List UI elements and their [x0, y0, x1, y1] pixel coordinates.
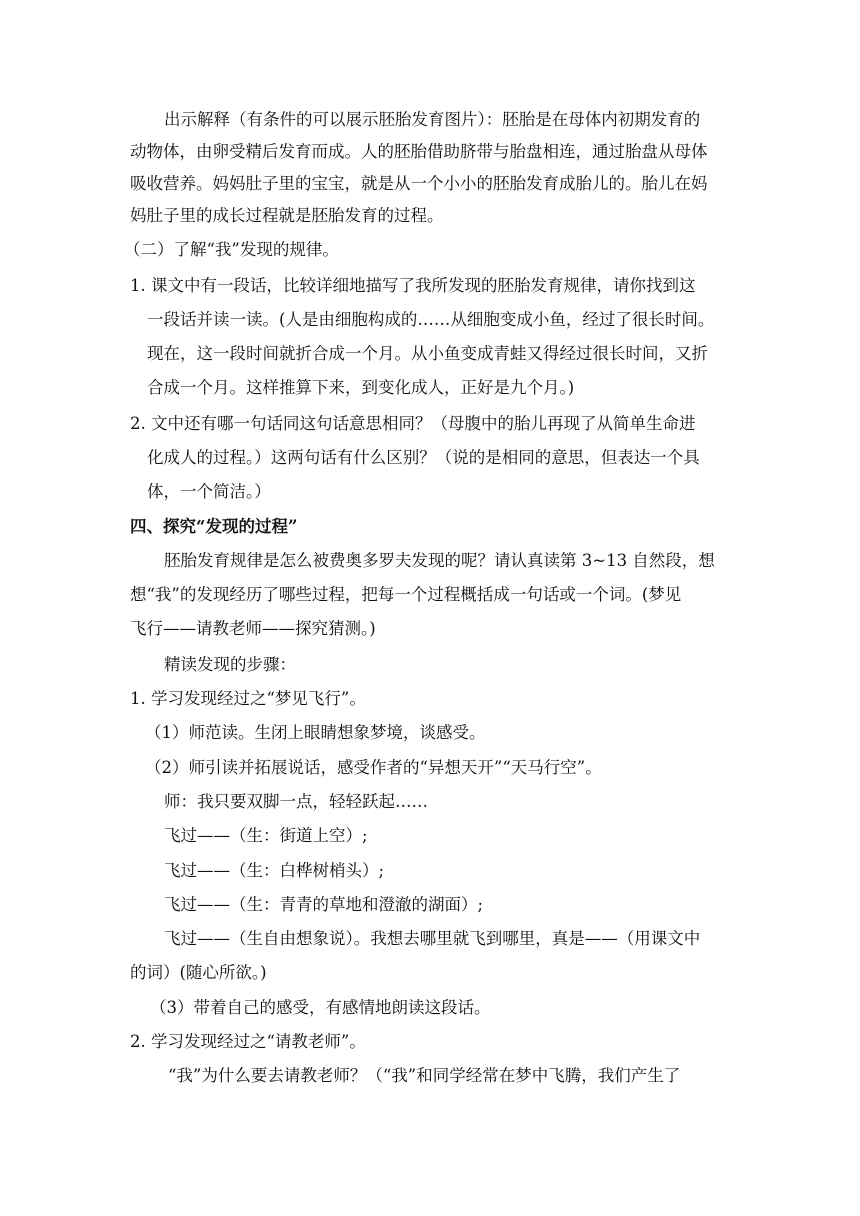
- paragraph-line: 胚胎发育规律是怎么被费奥多罗夫发现的呢？请认真读第 3~13 自然段，想: [164, 551, 715, 570]
- paragraph-line: 飞行——请教老师——探究猜测。): [130, 619, 376, 638]
- paragraph-line: 飞过——（生自由想象说）。我想去哪里就飞到哪里，真是——（用课文中: [164, 929, 701, 948]
- list-item-line: 体，一个简洁。）: [147, 482, 271, 501]
- list-item-line: 一段话并读一读。(人是由细胞构成的……从细胞变成小鱼，经过了很长时间。: [147, 310, 715, 329]
- paragraph-line: 飞过——（生：青青的草地和澄澈的湖面）;: [164, 895, 484, 914]
- list-item-line: （3）带着自己的感受，有感情地朗读这段话。: [150, 998, 491, 1017]
- paragraph-line: “我”为什么要去请教老师？（“我”和同学经常在梦中飞腾，我们产生了: [168, 1066, 681, 1085]
- list-item-line: 化成人的过程。）这两句话有什么区别？（说的是相同的意思，但表达一个具: [147, 448, 700, 467]
- list-item-line: 1. 学习发现经过之“梦见飞行”。: [130, 689, 366, 708]
- list-item-line: 2. 文中还有哪一句话同这句话意思相同？（母腹中的胎儿再现了从简单生命进: [130, 414, 696, 433]
- paragraph-line: 飞过——（生：白桦树梢头）;: [164, 861, 385, 880]
- list-item-line: （2）师引读并拓展说话，感受作者的“异想天开”“天马行空”。: [145, 758, 602, 777]
- subheading: （二）了解“我”发现的规律。: [124, 240, 339, 259]
- list-item-line: 1. 课文中有一段话，比较详细地描写了我所发现的胚胎发育规律，请你找到这: [130, 276, 696, 295]
- paragraph-line: 飞过——（生：街道上空）;: [164, 826, 368, 845]
- paragraph-line: 吸收营养。妈妈肚子里的宝宝，就是从一个小小的胚胎发育成胎儿的。胎儿在妈: [130, 174, 708, 193]
- list-item-line: 现在，这一段时间就折合成一个月。从小鱼变成青蛙又得经过很长时间，又折: [147, 344, 708, 363]
- paragraph-line: 的词）(随心所欲。): [130, 963, 267, 982]
- paragraph-line: 想“我”的发现经历了哪些过程，把每一个过程概括成一句话或一个词。(梦见: [130, 585, 682, 604]
- paragraph-line: 精读发现的步骤：: [164, 655, 296, 674]
- paragraph-line: 师：我只要双脚一点，轻轻跃起……: [164, 792, 428, 811]
- list-item-line: 合成一个月。这样推算下来，到变化成人，正好是九个月。): [147, 378, 575, 397]
- paragraph-line: 妈肚子里的成长过程就是胚胎发育的过程。: [130, 206, 444, 225]
- paragraph-line: 出示解释（有条件的可以展示胚胎发育图片）：胚胎是在母体内初期发育的: [164, 110, 701, 129]
- section-heading: 四、探究“发现的过程”: [130, 517, 298, 536]
- list-item-line: （1）师范读。生闭上眼睛想象梦境，谈感受。: [145, 723, 486, 742]
- paragraph-line: 动物体，由卵受精后发育而成。人的胚胎借助脐带与胎盘相连，通过胎盘从母体: [130, 142, 708, 161]
- list-item-line: 2. 学习发现经过之“请教老师”。: [130, 1032, 366, 1051]
